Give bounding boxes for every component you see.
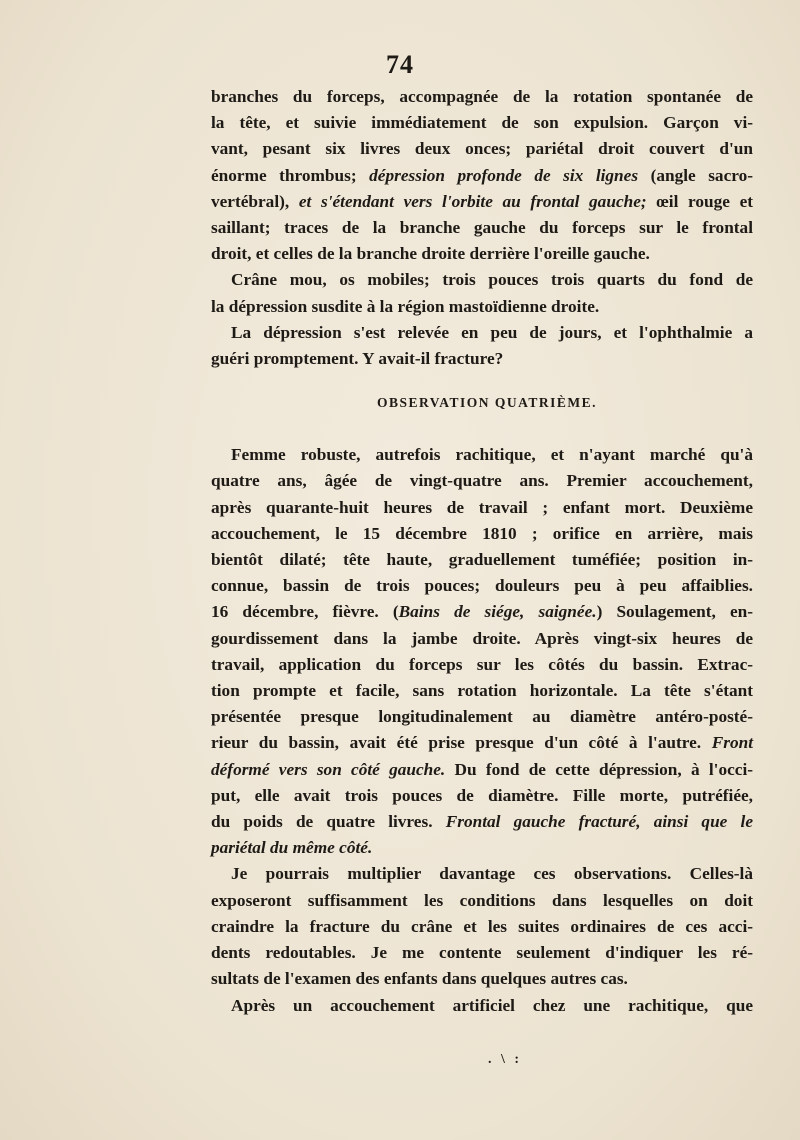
text-line: put, elle avait trois pouces de diamètre. Fille morte, putréfiée, xyxy=(211,785,753,805)
text-line: travail, application du forceps sur les côtés du bassin. Extrac- xyxy=(211,654,753,674)
italic-run: Frontal gauche fracturé, ainsi que le xyxy=(445,812,753,832)
text-run: 16 décembre, fièvre. ( xyxy=(211,602,399,622)
text-line xyxy=(211,163,753,189)
paragraph-2 xyxy=(211,267,753,319)
text-line: accouchement, le 15 décembre 1810 ; orifice en arrière, mais xyxy=(211,523,753,543)
page-number: 74 xyxy=(386,50,414,79)
paragraph-4 xyxy=(211,442,753,861)
text-line xyxy=(211,757,753,783)
italic-run: Bains de siége, saignée. xyxy=(398,602,597,622)
text-run: rieur du bassin, avait été prise presque d'un côté à l'autre. xyxy=(211,733,712,753)
text-run: vertébral), xyxy=(211,191,299,211)
text-line: branches du forceps, accompagnée de la rotation spontanée de xyxy=(211,87,753,106)
text-line: la dépression susdite à la région mastoïdienne droite. xyxy=(211,296,600,316)
text-line: Je pourrais multiplier davantage ces observations. Celles-là xyxy=(231,864,753,884)
text-line: Femme robuste, autrefois rachitique, et n'ayant marché qu'à xyxy=(231,445,753,465)
footer-mark: . \ : xyxy=(488,1052,523,1067)
text-line xyxy=(211,809,753,835)
text-run: ) Soulagement, en- xyxy=(596,602,753,622)
text-line: gourdissement dans la jambe droite. Après vingt-six heures de xyxy=(211,628,753,648)
paragraph-5 xyxy=(211,861,753,992)
text-line: dents redoutables. Je me contente seulement d'indiquer les ré- xyxy=(211,943,753,963)
text-line: exposeront suffisamment les conditions dans lesquelles on doit xyxy=(211,890,753,910)
text-line: vant, pesant six livres deux onces; pariétal droit couvert d'un xyxy=(211,139,753,159)
italic-run: dépression profonde de six lignes xyxy=(369,165,639,185)
paragraph-3 xyxy=(211,320,753,372)
text-line: Crâne mou, os mobiles; trois pouces trois quarts du fond de xyxy=(231,270,753,290)
text-line: guéri promptement. Y avait-il fracture? xyxy=(211,349,504,369)
text-line: après quarante-huit heures de travail ; enfant mort. Deuxième xyxy=(211,497,753,517)
text-line: saillant; traces de la branche gauche du forceps sur le frontal xyxy=(211,218,753,238)
italic-run: pariétal du même côté. xyxy=(211,838,373,858)
text-run: énorme thrombus; xyxy=(211,165,370,185)
text-line: droit, et celles de la branche droite derrière l'oreille gauche. xyxy=(211,244,650,264)
text-line: tion prompte et facile, sans rotation horizontale. La tête s'étant xyxy=(211,681,753,701)
text-line: La dépression s'est relevée en peu de jours, et l'ophthalmie a xyxy=(231,322,753,342)
text-run: œil rouge et xyxy=(646,191,754,211)
text-line xyxy=(211,599,753,625)
text-line: quatre ans, âgée de vingt-quatre ans. Premier accouchement, xyxy=(211,471,753,491)
italic-run: déformé vers son côté gauche. xyxy=(211,759,446,779)
text-line: connue, bassin de trois pouces; douleurs peu à peu affaiblies. xyxy=(211,576,753,596)
text-line: Après un accouchement artificiel chez une rachitique, que xyxy=(231,995,753,1015)
text-line xyxy=(211,835,753,861)
text-line: présentée presque longitudinalement au diamètre antéro-posté- xyxy=(211,707,753,727)
paragraph-1 xyxy=(211,84,753,267)
body-text xyxy=(211,84,753,1019)
text-line: sultats de l'examen des enfants dans quelques autres cas. xyxy=(211,969,628,989)
italic-run: et s'étendant vers l'orbite au frontal gauche; xyxy=(298,191,647,211)
text-run: (angle sacro- xyxy=(638,165,753,185)
text-line xyxy=(211,189,753,215)
text-run: du poids de quatre livres. xyxy=(211,812,446,832)
section-heading: OBSERVATION QUATRIÈME. xyxy=(376,395,598,411)
paragraph-6 xyxy=(211,993,753,1019)
text-line: craindre la fracture du crâne et les suites ordinaires de ces acci- xyxy=(211,916,753,936)
text-run: Du fond de cette dépression, à l'occi- xyxy=(445,759,753,779)
text-line: bientôt dilaté; tête haute, graduellement tuméfiée; position in- xyxy=(211,550,753,570)
text-line: la tête, et suivie immédiatement de son expulsion. Garçon vi- xyxy=(211,113,753,133)
italic-run: Front xyxy=(711,733,753,753)
text-line xyxy=(211,730,753,756)
